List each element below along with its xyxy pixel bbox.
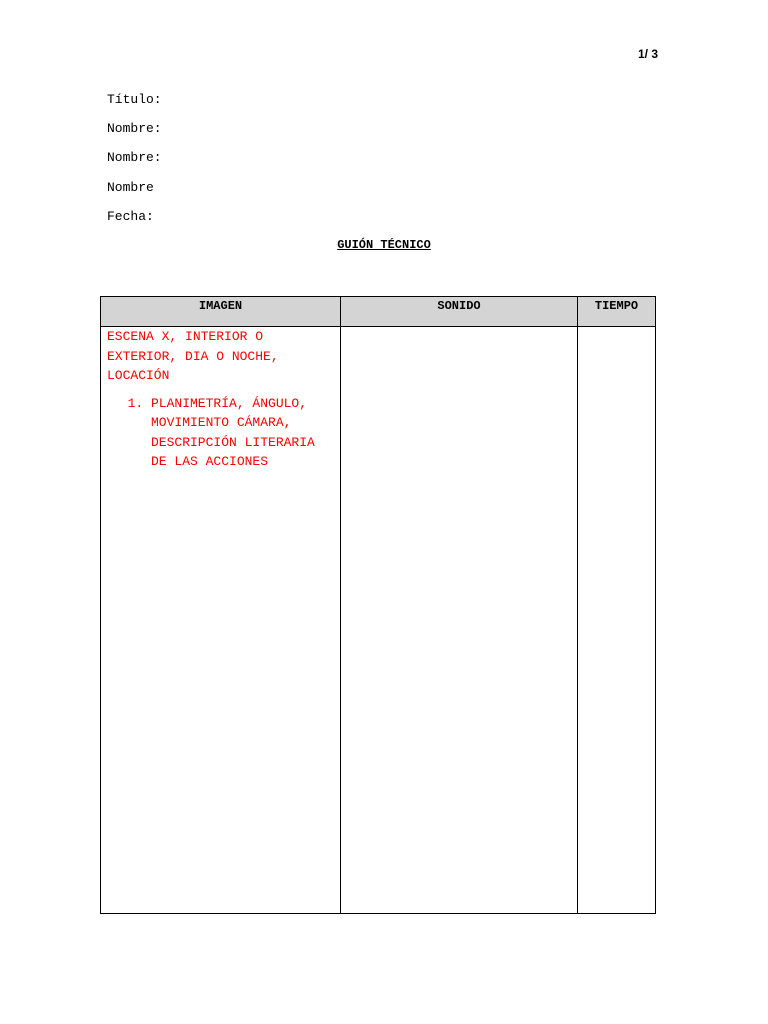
column-header-sonido: SONIDO — [341, 297, 578, 327]
date-field-label: Fecha: — [107, 209, 154, 224]
name-field-label-2: Nombre: — [107, 150, 162, 165]
tiempo-cell[interactable] — [578, 327, 656, 914]
technical-script-table — [100, 296, 656, 914]
imagen-cell[interactable] — [101, 327, 341, 914]
title-field-label: Título: — [107, 92, 162, 107]
shot-list — [101, 394, 340, 472]
column-header-tiempo: TIEMPO — [578, 297, 656, 327]
sonido-cell[interactable] — [341, 327, 578, 914]
table-header-row — [101, 297, 656, 327]
shot-list-item: 1. PLANIMETRÍA, ÁNGULO, MOVIMIENTO CÁMARA, DESCRIPCIÓN LITERARIA DE LAS ACCIONES — [151, 394, 334, 472]
name-field-label-1: Nombre: — [107, 121, 162, 136]
scene-heading: ESCENA X, INTERIOR O EXTERIOR, DIA O NOCHE, LOCACIÓN — [107, 329, 279, 383]
column-header-imagen: IMAGEN — [101, 297, 341, 327]
table-row — [101, 327, 656, 914]
document-title: GUIÓN TÉCNICO — [337, 238, 431, 252]
page-number: 1/ 3 — [637, 47, 658, 61]
name-field-label-3: Nombre — [107, 180, 154, 195]
